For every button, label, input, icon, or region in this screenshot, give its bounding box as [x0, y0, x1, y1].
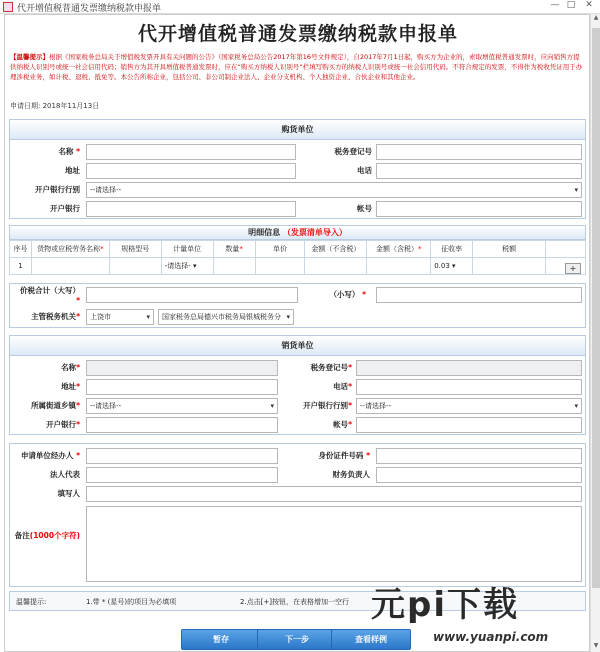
watermark-logo: 元pi下载	[371, 585, 519, 625]
buyer-bank-label: 开户银行	[50, 204, 80, 213]
goods-input[interactable]	[31, 258, 109, 275]
minimize-button[interactable]: —	[550, 0, 560, 10]
window-title: 代开增值税普通发票缴纳税款申报单	[17, 4, 162, 14]
filler-label: 填写人	[57, 489, 80, 498]
legal-label: 法人代表	[50, 470, 80, 479]
maximize-button[interactable]: □	[566, 0, 576, 10]
agent-label: 申请单位经办人 *	[20, 451, 80, 460]
view-sample-button[interactable]: 查看样例	[331, 629, 411, 650]
col-unit: 计量单位	[161, 241, 213, 258]
seller-bank-input[interactable]	[86, 417, 278, 433]
apply-date: 申请日期: 2018年11月13日	[10, 102, 100, 110]
total-lower-input[interactable]	[376, 287, 582, 303]
detail-section	[9, 225, 586, 275]
buyer-name-label: 名称 *	[58, 147, 80, 156]
tip-label: 温馨提示:	[16, 598, 47, 606]
buyer-phone-input[interactable]	[376, 163, 582, 179]
authority-bureau-select[interactable]: 国家税务总局德兴市税务局银城税务分 ▾	[158, 309, 294, 325]
watermark-url: www.yuanpi.com	[433, 630, 549, 644]
seller-street-select[interactable]: --请选择-- ▾	[86, 398, 278, 414]
seller-header: 销货单位	[10, 336, 585, 356]
col-price: 单价	[255, 241, 305, 258]
seller-name-label: 名称*	[61, 363, 80, 372]
col-action	[546, 241, 586, 258]
buyer-account-input[interactable]	[376, 201, 582, 217]
total-label: 价税合计（大写） *	[20, 286, 80, 305]
col-rate: 征收率	[431, 241, 473, 258]
buyer-taxno-label: 税务登记号	[334, 147, 372, 156]
seller-taxno-input[interactable]	[356, 360, 582, 376]
buyer-addr-label: 地址	[65, 166, 80, 175]
next-button[interactable]: 下一步	[257, 629, 337, 650]
seller-phone-label: 电话*	[333, 382, 352, 391]
buyer-section	[9, 119, 586, 219]
seller-phone-input[interactable]	[356, 379, 582, 395]
spec-input[interactable]	[109, 258, 161, 275]
filler-input[interactable]	[86, 486, 582, 502]
seller-bank-branch-select[interactable]: --请选择-- ▾	[356, 398, 582, 414]
scroll-down-icon[interactable]: ▼	[593, 642, 599, 649]
col-amount-in: 金额（含税）*	[367, 241, 431, 258]
detail-header: 明细信息 （发票清单导入）	[10, 226, 585, 240]
finance-input[interactable]	[376, 467, 582, 483]
seller-taxno-label: 税务登记号*	[310, 363, 352, 372]
buyer-account-label: 帐号	[357, 204, 372, 213]
seller-bank-branch-label: 开户银行行别*	[303, 401, 352, 410]
col-spec: 规格型号	[109, 241, 161, 258]
seller-street-label: 所属街道乡镇*	[31, 401, 80, 410]
scrollbar-thumb[interactable]	[592, 28, 600, 588]
items-header-row	[10, 241, 586, 258]
seller-section	[9, 335, 586, 435]
app-icon	[3, 2, 13, 12]
remark-textarea[interactable]	[86, 506, 582, 582]
buyer-bank-input[interactable]	[86, 201, 296, 217]
amount-in-input[interactable]	[367, 258, 431, 275]
page-title: 代开增值税普通发票缴纳税款申报单	[137, 23, 458, 45]
amount-ex-input[interactable]	[305, 258, 367, 275]
id-label: 身份证件号码 *	[318, 451, 370, 460]
notice-text: 【温馨提示】根据《国家税务总局关于增值税发票开具有关问题的公告》（国家税务总局公告2017年第16号文件规定），自2017年7月1日起，购买方为企业的，索取增值税普通发票时，应向销售方提供纳税人识别号或统一社会信用代码；销售方为其开具增值税普通发票时，应在“购买方纳税人识别号”栏填写购买方的纳税人识别号或统一社会信用代码。不符合规定的发票，不得作为税收凭证用于办理涉税业务，如计税、退税、抵免等。本公告所称企业，包括公司、非公司制企业法人、企业分支机构、个人独资企业、合伙企业和其他企业。	[10, 53, 583, 81]
save-button[interactable]: 暂存	[181, 629, 261, 650]
buyer-name-input[interactable]	[86, 144, 296, 160]
seller-name-input[interactable]	[86, 360, 278, 376]
seller-account-input[interactable]	[356, 417, 582, 433]
remark-label: 备注(1000个字符)	[14, 531, 80, 540]
tip-1: 1.带 * (星号)的项目为必填项	[86, 598, 177, 606]
col-no: 序号	[10, 241, 32, 258]
buyer-addr-input[interactable]	[86, 163, 296, 179]
tip-2: 2.点击[+]按钮，在表格增加一空行	[240, 598, 350, 606]
legal-input[interactable]	[86, 467, 278, 483]
total-upper-input[interactable]	[86, 287, 298, 303]
import-link[interactable]: （发票清单导入）	[282, 228, 347, 237]
col-tax: 税额	[473, 241, 546, 258]
col-qty: 数量*	[213, 241, 255, 258]
scrollbar[interactable]	[590, 14, 600, 652]
buyer-phone-label: 电话	[357, 166, 372, 175]
form-page	[4, 14, 590, 652]
table-row	[10, 258, 586, 275]
seller-bank-label: 开户银行*	[46, 420, 80, 429]
buyer-bank-branch-select[interactable]: --请选择-- ▾	[86, 182, 582, 198]
seller-account-label: 帐号*	[333, 420, 352, 429]
unit-select[interactable]: -请选择- ▾	[161, 258, 213, 275]
rate-select[interactable]: 0.03 ▾	[431, 258, 473, 275]
watermark	[363, 575, 590, 652]
buyer-bank-branch-label: 开户银行行别	[35, 185, 80, 194]
agent-input[interactable]	[86, 448, 278, 464]
applicant-section	[9, 443, 586, 587]
authority-city-select[interactable]: 上饶市 ▾	[86, 309, 154, 325]
total-small-label: （小写） *	[329, 290, 366, 299]
col-amount-ex: 金额（不含税）	[305, 241, 367, 258]
authority-label: 主管税务机关*	[31, 312, 80, 321]
qty-input[interactable]	[213, 258, 255, 275]
price-input[interactable]	[255, 258, 305, 275]
scroll-up-icon[interactable]: ▲	[593, 14, 599, 21]
buyer-header: 购货单位	[10, 120, 585, 140]
buyer-taxno-input[interactable]	[376, 144, 582, 160]
add-row-button[interactable]: +	[565, 263, 581, 274]
col-goods: 货物或应税劳务名称*	[31, 241, 109, 258]
row-no: 1	[10, 258, 32, 275]
items-table	[9, 240, 586, 275]
tax-input[interactable]	[473, 258, 546, 275]
total-section	[9, 283, 586, 328]
close-button[interactable]: ✕	[585, 0, 593, 10]
seller-addr-label: 地址*	[61, 382, 80, 391]
id-input[interactable]	[376, 448, 582, 464]
finance-label: 财务负责人	[332, 470, 370, 479]
seller-addr-input[interactable]	[86, 379, 278, 395]
title-bar	[0, 0, 600, 14]
